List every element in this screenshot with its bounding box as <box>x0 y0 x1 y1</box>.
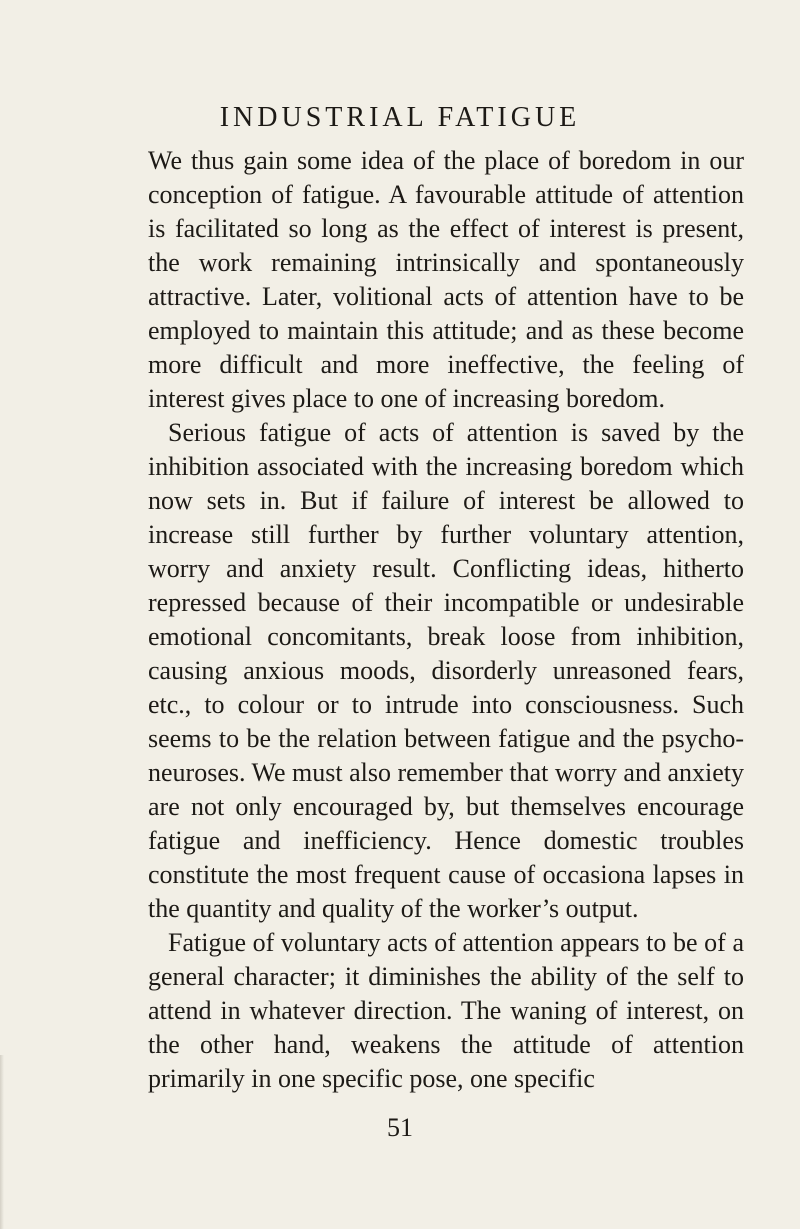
body-text <box>148 144 744 1096</box>
paragraph-1: We thus gain some idea of the place of boredom in our conception of fatigue. A favourable attitude of attention is facilitated so long as the effect of interest is present, the work remaining intrinsically and spontaneously attractive. Later, volitional acts of attention have to be employed to maintain this attitude; and as these become more difficult and more ineffective, the feeling of interest gives place to one of increasing boredom. <box>148 146 744 413</box>
paragraph-2 <box>148 416 744 926</box>
paragraph-2-text: Serious fatigue of acts of attention is saved by the inhibition associated with the increasing boredom which now sets in. But if failure of interest be allowed to increase still further by further voluntary attention, worry and anxiety result. Conflicting ideas, hitherto repressed because of their incompatible or undesirable emotional concomitants, break loose from inhibition, causing anxious moods, disorderly unreasoned fears, etc., to colour or to intrude into consciousness. Such seems to be the relation between fatigue and the psycho-neuroses. We must also remember that worry and anxiety are not only encouraged by, but themselves encourage fatigue and inefficiency. Hence domestic troubles constitute the most frequent cause of occasiona lapses in the quantity and quality of the worker’s output. <box>148 418 744 923</box>
page-edge-shadow <box>0 1055 4 1229</box>
paragraph-3-text: Fatigue of voluntary acts of attention appears to be of a general character; it diminishes the ability of the self to attend in whatever direction. The waning of interest, on the other hand, weakens the attitude of attention primarily in one specific pose, one specific <box>148 928 744 1093</box>
running-head: INDUSTRIAL FATIGUE <box>219 102 581 133</box>
page-number: 51 <box>387 1113 413 1142</box>
paragraph-3 <box>148 926 744 1096</box>
